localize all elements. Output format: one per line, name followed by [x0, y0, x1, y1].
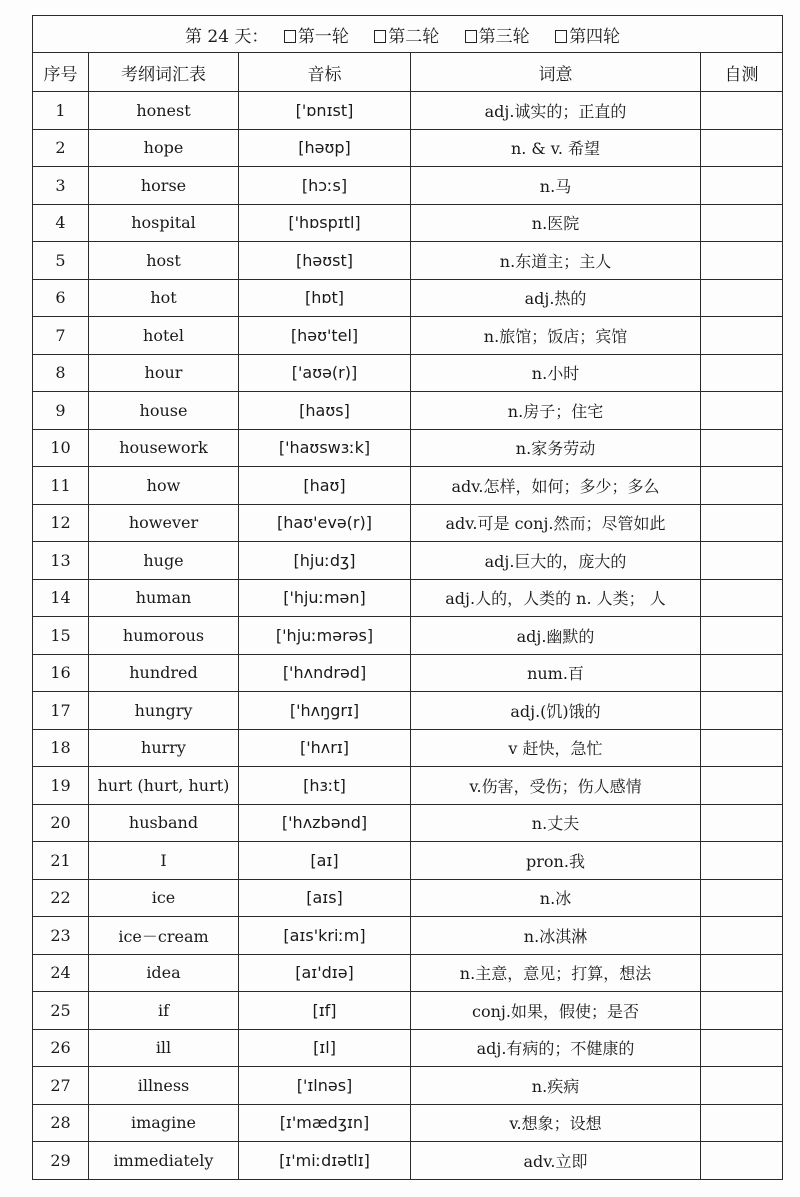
row-word: I: [89, 842, 239, 880]
self-test-cell[interactable]: [701, 842, 783, 880]
row-number: 14: [33, 579, 89, 617]
row-number: 25: [33, 992, 89, 1030]
self-test-cell[interactable]: [701, 654, 783, 692]
row-meaning: n.主意，意见；打算，想法: [411, 954, 701, 992]
round-4-checkbox[interactable]: 第四轮: [555, 27, 620, 47]
row-meaning: conj.如果，假使；是否: [411, 992, 701, 1030]
self-test-cell[interactable]: [701, 204, 783, 242]
header-no: 序号: [33, 53, 89, 92]
row-phonetic: [ɪf]: [239, 992, 411, 1030]
row-word: horse: [89, 167, 239, 205]
row-meaning: v.伤害，受伤；伤人感情: [411, 767, 701, 805]
self-test-cell[interactable]: [701, 167, 783, 205]
table-row: [33, 617, 783, 655]
row-phonetic: [hɜːt]: [239, 767, 411, 805]
row-number: 1: [33, 92, 89, 130]
checkbox-icon: [374, 30, 386, 43]
row-meaning: adj.诚实的；正直的: [411, 92, 701, 130]
row-meaning: num.百: [411, 654, 701, 692]
row-phonetic: [haʊs]: [239, 392, 411, 430]
row-number: 21: [33, 842, 89, 880]
table-row: [33, 842, 783, 880]
row-word: however: [89, 504, 239, 542]
row-number: 28: [33, 1104, 89, 1142]
table-row: [33, 1029, 783, 1067]
row-word: idea: [89, 954, 239, 992]
table-row: [33, 504, 783, 542]
row-phonetic: [ɪl]: [239, 1029, 411, 1067]
table-row: [33, 204, 783, 242]
row-number: 26: [33, 1029, 89, 1067]
table-row: [33, 242, 783, 280]
round-2-checkbox[interactable]: 第二轮: [374, 27, 439, 47]
table-row: [33, 954, 783, 992]
row-number: 29: [33, 1142, 89, 1180]
self-test-cell[interactable]: [701, 129, 783, 167]
row-word: honest: [89, 92, 239, 130]
table-row: [33, 279, 783, 317]
row-word: imagine: [89, 1104, 239, 1142]
row-meaning: n. & v. 希望: [411, 129, 701, 167]
row-phonetic: ['hʌzbənd]: [239, 804, 411, 842]
self-test-cell[interactable]: [701, 804, 783, 842]
row-phonetic: [həʊst]: [239, 242, 411, 280]
row-number: 13: [33, 542, 89, 580]
header-row: [33, 53, 783, 92]
row-meaning: n.冰: [411, 879, 701, 917]
row-word: hope: [89, 129, 239, 167]
title-row: [33, 16, 783, 53]
row-number: 9: [33, 392, 89, 430]
row-number: 6: [33, 279, 89, 317]
checkbox-icon: [465, 30, 477, 43]
table-row: [33, 467, 783, 505]
row-word: how: [89, 467, 239, 505]
table-row: [33, 1067, 783, 1105]
row-meaning: adv.怎样，如何；多少；多么: [411, 467, 701, 505]
row-phonetic: [haʊ]: [239, 467, 411, 505]
self-test-cell[interactable]: [701, 917, 783, 955]
self-test-cell[interactable]: [701, 692, 783, 730]
row-word: husband: [89, 804, 239, 842]
row-meaning: adj.幽默的: [411, 617, 701, 655]
row-meaning: adj.巨大的，庞大的: [411, 542, 701, 580]
table-row: [33, 392, 783, 430]
day-label: 第 24 天：: [184, 26, 269, 47]
checkbox-icon: [555, 30, 567, 43]
row-meaning: pron.我: [411, 842, 701, 880]
self-test-cell[interactable]: [701, 504, 783, 542]
self-test-cell[interactable]: [701, 392, 783, 430]
self-test-cell[interactable]: [701, 279, 783, 317]
self-test-cell[interactable]: [701, 317, 783, 355]
row-phonetic: ['hjuːmərəs]: [239, 617, 411, 655]
row-phonetic: ['aʊə(r)]: [239, 354, 411, 392]
row-number: 4: [33, 204, 89, 242]
row-phonetic: [hɒt]: [239, 279, 411, 317]
row-meaning: n.疾病: [411, 1067, 701, 1105]
round-3-checkbox[interactable]: 第三轮: [465, 27, 530, 47]
header-self-test: 自测: [701, 53, 783, 92]
row-word: huge: [89, 542, 239, 580]
row-number: 20: [33, 804, 89, 842]
table-row: [33, 429, 783, 467]
row-number: 18: [33, 729, 89, 767]
self-test-cell[interactable]: [701, 354, 783, 392]
row-word: illness: [89, 1067, 239, 1105]
table-row: [33, 1104, 783, 1142]
table-row: [33, 579, 783, 617]
row-phonetic: [aɪs]: [239, 879, 411, 917]
row-word: hundred: [89, 654, 239, 692]
table-row: [33, 1142, 783, 1180]
row-number: 11: [33, 467, 89, 505]
row-meaning: n.小时: [411, 354, 701, 392]
self-test-cell[interactable]: [701, 992, 783, 1030]
row-meaning: n.旅馆；饭店；宾馆: [411, 317, 701, 355]
row-phonetic: [aɪs'kriːm]: [239, 917, 411, 955]
self-test-cell[interactable]: [701, 579, 783, 617]
row-phonetic: [haʊ'evə(r)]: [239, 504, 411, 542]
checkbox-icon: [284, 30, 296, 43]
row-meaning: adv.可是 conj.然而；尽管如此: [411, 504, 701, 542]
word-list: [33, 92, 783, 1180]
row-number: 19: [33, 767, 89, 805]
row-word: hurt (hurt, hurt): [89, 767, 239, 805]
row-meaning: n.医院: [411, 204, 701, 242]
table-row: [33, 767, 783, 805]
self-test-cell[interactable]: [701, 617, 783, 655]
row-word: hot: [89, 279, 239, 317]
row-number: 5: [33, 242, 89, 280]
row-word: hospital: [89, 204, 239, 242]
row-number: 16: [33, 654, 89, 692]
row-meaning: n.东道主；主人: [411, 242, 701, 280]
row-number: 10: [33, 429, 89, 467]
header-phonetic: 音标: [239, 53, 411, 92]
self-test-cell[interactable]: [701, 1029, 783, 1067]
row-word: ice－cream: [89, 917, 239, 955]
row-number: 17: [33, 692, 89, 730]
table-row: [33, 804, 783, 842]
page-title: [33, 16, 783, 53]
row-phonetic: ['hʌŋgrɪ]: [239, 692, 411, 730]
row-word: humorous: [89, 617, 239, 655]
self-test-cell[interactable]: [701, 1067, 783, 1105]
self-test-cell[interactable]: [701, 542, 783, 580]
table-row: [33, 729, 783, 767]
row-number: 24: [33, 954, 89, 992]
row-word: house: [89, 392, 239, 430]
row-meaning: n.丈夫: [411, 804, 701, 842]
row-meaning: adj.(饥)饿的: [411, 692, 701, 730]
row-phonetic: ['hɒspɪtl]: [239, 204, 411, 242]
row-meaning: adj.热的: [411, 279, 701, 317]
self-test-cell[interactable]: [701, 1104, 783, 1142]
self-test-cell[interactable]: [701, 767, 783, 805]
row-word: hour: [89, 354, 239, 392]
self-test-cell[interactable]: [701, 92, 783, 130]
row-word: human: [89, 579, 239, 617]
row-meaning: n.房子；住宅: [411, 392, 701, 430]
table-row: [33, 992, 783, 1030]
row-word: if: [89, 992, 239, 1030]
round-1-checkbox[interactable]: 第一轮: [284, 27, 349, 47]
self-test-cell[interactable]: [701, 879, 783, 917]
row-phonetic: [həʊ'tel]: [239, 317, 411, 355]
row-phonetic: [həʊp]: [239, 129, 411, 167]
table-row: [33, 129, 783, 167]
self-test-cell[interactable]: [701, 467, 783, 505]
row-number: 23: [33, 917, 89, 955]
row-meaning: v.想象；设想: [411, 1104, 701, 1142]
self-test-cell[interactable]: [701, 729, 783, 767]
table-row: [33, 167, 783, 205]
row-word: hurry: [89, 729, 239, 767]
row-word: immediately: [89, 1142, 239, 1180]
row-meaning: adj.有病的；不健康的: [411, 1029, 701, 1067]
row-phonetic: ['ɒnɪst]: [239, 92, 411, 130]
row-phonetic: ['hʌndrəd]: [239, 654, 411, 692]
row-meaning: adj.人的，人类的 n. 人类； 人: [411, 579, 701, 617]
row-meaning: v 赶快，急忙: [411, 729, 701, 767]
row-word: hungry: [89, 692, 239, 730]
row-number: 2: [33, 129, 89, 167]
table-row: [33, 317, 783, 355]
row-number: 12: [33, 504, 89, 542]
vocabulary-table: [32, 15, 783, 1180]
row-word: host: [89, 242, 239, 280]
row-number: 3: [33, 167, 89, 205]
row-phonetic: [aɪ'dɪə]: [239, 954, 411, 992]
row-meaning: n.马: [411, 167, 701, 205]
table-row: [33, 354, 783, 392]
row-phonetic: [hɔːs]: [239, 167, 411, 205]
self-test-cell[interactable]: [701, 429, 783, 467]
row-word: ice: [89, 879, 239, 917]
row-phonetic: [aɪ]: [239, 842, 411, 880]
row-meaning: n.冰淇淋: [411, 917, 701, 955]
row-number: 8: [33, 354, 89, 392]
row-phonetic: ['hjuːmən]: [239, 579, 411, 617]
row-number: 22: [33, 879, 89, 917]
row-word: ill: [89, 1029, 239, 1067]
self-test-cell[interactable]: [701, 242, 783, 280]
row-meaning: adv.立即: [411, 1142, 701, 1180]
table-row: [33, 92, 783, 130]
table-row: [33, 692, 783, 730]
self-test-cell[interactable]: [701, 1142, 783, 1180]
row-phonetic: [ɪ'mædʒɪn]: [239, 1104, 411, 1142]
row-phonetic: ['hʌrɪ]: [239, 729, 411, 767]
row-phonetic: ['haʊswɜːk]: [239, 429, 411, 467]
table-row: [33, 542, 783, 580]
header-word: 考纲词汇表: [89, 53, 239, 92]
row-word: housework: [89, 429, 239, 467]
self-test-cell[interactable]: [701, 954, 783, 992]
row-word: hotel: [89, 317, 239, 355]
table-row: [33, 917, 783, 955]
row-phonetic: ['ɪlnəs]: [239, 1067, 411, 1105]
row-phonetic: [ɪ'miːdɪətlɪ]: [239, 1142, 411, 1180]
row-phonetic: [hjuːdʒ]: [239, 542, 411, 580]
table-row: [33, 879, 783, 917]
row-number: 7: [33, 317, 89, 355]
row-number: 27: [33, 1067, 89, 1105]
table-row: [33, 654, 783, 692]
row-meaning: n.家务劳动: [411, 429, 701, 467]
row-number: 15: [33, 617, 89, 655]
header-meaning: 词意: [411, 53, 701, 92]
